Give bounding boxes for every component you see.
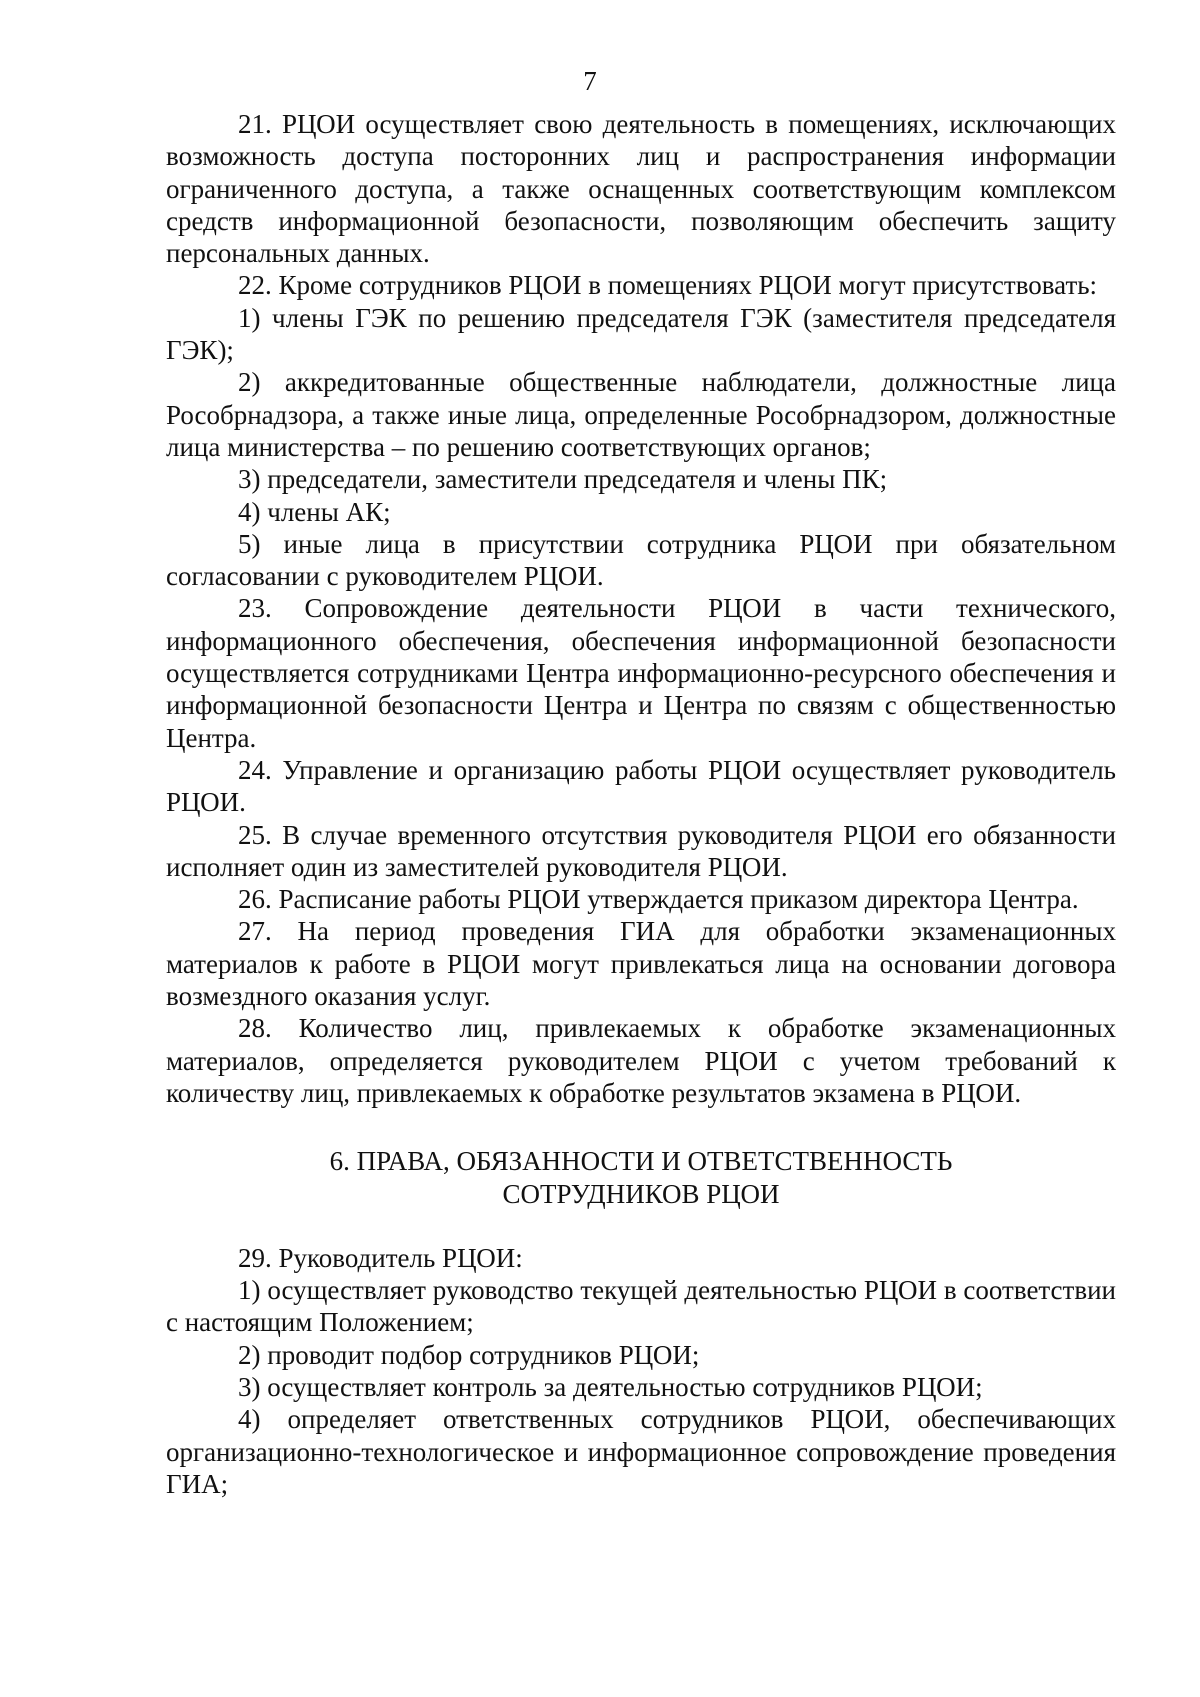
paragraph-22: 22. Кроме сотрудников РЦОИ в помещениях РЦОИ могут присутствовать: [238, 270, 1098, 301]
list-item-22-2: 2) аккредитованные общественные наблюдатели, должностные лица Рособрнадзора, а также иные лица, определенные Рособрнадзором, должностные лица министерства – по решению соответствующих органов; [166, 367, 1116, 462]
paragraph-27: 27. На период проведения ГИА для обработки экзаменационных материалов к работе в РЦОИ могут привлекаться лица на основании договора возмездного оказания услуг. [166, 916, 1116, 1012]
paragraph-25: 25. В случае временного отсутствия руководителя РЦОИ его обязанности исполняет один из заместителей руководителя РЦОИ. [166, 819, 1116, 882]
list-item-29-1: 1) осуществляет руководство текущей деятельностью РЦОИ в соответствии с настоящим Положением; [166, 1275, 1116, 1338]
section-heading-line-1: 6. ПРАВА, ОБЯЗАННОСТИ И ОТВЕТСТВЕННОСТЬ [329, 1146, 953, 1177]
paragraph-26: 26. Расписание работы РЦОИ утверждается приказом директора Центра. [238, 884, 1079, 915]
document-body [166, 108, 1116, 1500]
paragraph-29: 29. Руководитель РЦОИ: [238, 1242, 523, 1273]
paragraph-24: 24. Управление и организацию работы РЦОИ осуществляет руководитель РЦОИ. [166, 754, 1116, 818]
list-item-22-1: 1) члены ГЭК по решению председателя ГЭК (заместителя председателя ГЭК); [166, 302, 1116, 366]
list-item-29-3: 3) осуществляет контроль за деятельностью сотрудников РЦОИ; [238, 1371, 983, 1402]
page-number: 7 [583, 66, 597, 96]
list-item-22-4: 4) члены АК; [238, 496, 391, 527]
list-item-29-4: 4) определяет ответственных сотрудников РЦОИ, обеспечивающих организационно-технологическое и информационное сопровождение проведения ГИА; [166, 1404, 1116, 1499]
paragraph-21: 21. РЦОИ осуществляет свою деятельность в помещениях, исключающих возможность доступа посторонних лиц и распространения информации ограниченного доступа, а также оснащенных соответствующим комплексом средств информационной безопасности, позволяющим обеспечить защиту персональных данных. [166, 109, 1116, 269]
section-heading-line-2: СОТРУДНИКОВ РЦОИ [502, 1178, 780, 1209]
paragraph-28: 28. Количество лиц, привлекаемых к обработке экзаменационных материалов, определяется руководителем РЦОИ с учетом требований к количеству лиц, привлекаемых к обработке результатов экзамена в РЦОИ. [166, 1013, 1116, 1108]
paragraph-23: 23. Сопровождение деятельности РЦОИ в части технического, информационного обеспечения, обеспечения информационной безопасности осуществляется сотрудниками Центра информационно-ресурсного обеспечения и информационной безопасности Центра и Центра по связям с общественностью Центра. [166, 593, 1116, 753]
list-item-22-3: 3) председатели, заместители председателя и члены ПК; [238, 464, 888, 495]
section-heading [166, 1145, 1116, 1210]
list-item-29-2: 2) проводит подбор сотрудников РЦОИ; [238, 1339, 700, 1370]
list-item-22-5: 5) иные лица в присутствии сотрудника РЦОИ при обязательном согласовании с руководителем РЦОИ. [166, 528, 1116, 592]
